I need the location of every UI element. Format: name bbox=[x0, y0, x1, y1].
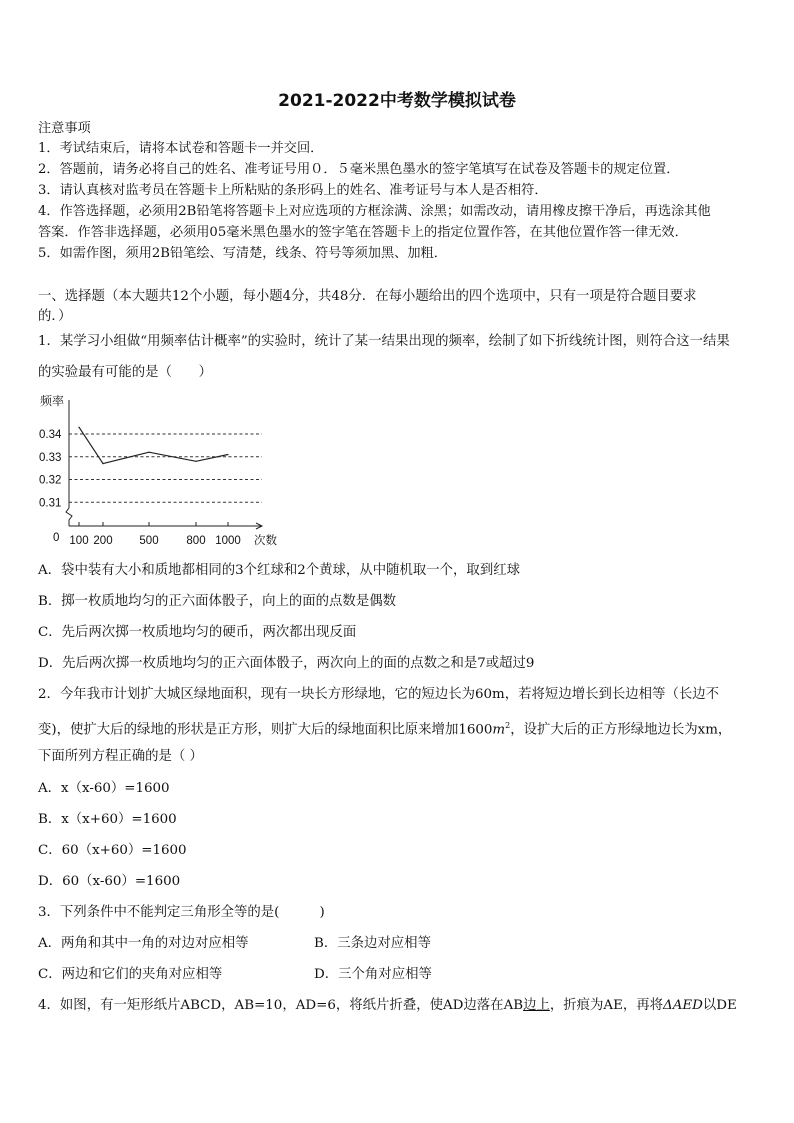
question-1-stem-cont: 的实验最有可能的是（ ） bbox=[38, 365, 213, 380]
notice-item: 4．作答选择题，必须用2B铅笔将答题卡上对应选项的方框涂满、涂黑；如需改动，请用橡皮擦干净后，再选涂其他 bbox=[38, 204, 711, 219]
dashed-reference-lines bbox=[69, 434, 262, 502]
question-2-stem-cont bbox=[38, 717, 731, 739]
area-unit-exponent: 2 bbox=[505, 721, 511, 730]
chart-series bbox=[78, 427, 228, 465]
data-point bbox=[195, 461, 196, 462]
y-tick-label: 0.31 bbox=[39, 497, 62, 510]
question-1-option-a: A．袋中装有大小和质地都相同的3个红球和2个黄球，从中随机取一个，取到红球 bbox=[38, 563, 520, 578]
section-heading: 一、选择题（本大题共12个小题，每小题4分，共48分．在每小题给出的四个选项中，只有一项是符合题目要求 bbox=[38, 289, 697, 304]
page-title: 2021-2022中考数学模拟试卷 bbox=[278, 91, 516, 111]
question-3-option-b: B．三条边对应相等 bbox=[314, 936, 431, 951]
question-4-text: 以DE bbox=[702, 998, 737, 1013]
y-tick-label: 0.32 bbox=[39, 474, 62, 487]
question-1-option-b: B．掷一枚质地均匀的正六面体骰子，向上的面的点数是偶数 bbox=[38, 594, 396, 609]
series-line bbox=[79, 427, 228, 463]
triangle-symbol: ΔAED bbox=[663, 998, 703, 1013]
x-tick-label: 800 bbox=[186, 535, 206, 547]
data-point bbox=[78, 427, 79, 428]
y-axis-label: 频率 bbox=[40, 394, 65, 408]
question-2-text: 变)，使扩大后的绿地的形状是正方形，则扩大后的绿地面积比原来增加1600 bbox=[38, 722, 493, 738]
x-tick-label: 200 bbox=[93, 535, 113, 547]
notice-item: 1．考试结束后，请将本试卷和答题卡一并交回． bbox=[38, 141, 324, 156]
y-tick-labels bbox=[39, 429, 62, 509]
notice-item: 3．请认真核对监考员在答题卡上所粘贴的条形码上的姓名、准考证号与本人是否相符． bbox=[38, 183, 548, 198]
y-tick-label: 0.34 bbox=[39, 429, 62, 441]
question-2-stem: 2．今年我市计划扩大城区绿地面积，现有一块长方形绿地，它的短边长为60m，若将短边增长到长边相等（长边不 bbox=[38, 687, 720, 702]
data-point bbox=[227, 454, 228, 455]
question-2-option-c: C．60（x+60）=1600 bbox=[38, 843, 187, 858]
notice-item: 2．答题前，请务必将自己的姓名、准考证号用０．５毫米黑色墨水的签字笔填写在试卷及答题卡的规定位置． bbox=[38, 162, 680, 177]
notice-item: 答案．作答非选择题，必须用05毫米黑色墨水的签字笔在答题卡上的指定位置作答，在其他位置作答一律无效． bbox=[38, 225, 688, 240]
area-unit: m bbox=[492, 722, 506, 738]
x-tick-label: 500 bbox=[139, 535, 159, 547]
section-heading-cont: 的．） bbox=[38, 309, 72, 324]
y-tick-label: 0.33 bbox=[39, 451, 62, 464]
question-4-underlined: 边上 bbox=[523, 998, 550, 1013]
data-point bbox=[148, 452, 149, 453]
question-3-option-c: C．两边和它们的夹角对应相等 bbox=[38, 967, 223, 982]
axis-break-mark bbox=[66, 508, 72, 526]
question-4-text: 4．如图，有一矩形纸片ABCD，AB=10，AD=6，将纸片折叠，使AD边落在AB bbox=[38, 998, 524, 1013]
x-axis-label: 次数 bbox=[254, 535, 277, 547]
x-tick-label: 1000 bbox=[215, 535, 241, 547]
question-3-option-a: A．两角和其中一角的对边对应相等 bbox=[38, 936, 249, 951]
origin-label: 0 bbox=[53, 532, 60, 544]
question-4-text: ，折痕为AE，再将 bbox=[549, 998, 664, 1013]
data-point bbox=[102, 463, 103, 464]
question-1-stem: 1．某学习小组做“用频率估计概率”的实验时，统计了某一结果出现的频率，绘制了如下折线统计图，则符合这一结果 bbox=[38, 334, 730, 349]
question-2-option-a: A．x（x-60）=1600 bbox=[38, 781, 170, 796]
x-tick-label: 100 bbox=[69, 535, 89, 547]
question-2-option-b: B．x（x+60）=1600 bbox=[38, 812, 177, 827]
question-1-option-d: D．先后两次掷一枚质地均匀的正六面体骰子，两次向上的面的点数之和是7或超过9 bbox=[38, 656, 535, 671]
question-1-option-c: C．先后两次掷一枚质地均匀的硬币，两次都出现反面 bbox=[38, 625, 357, 640]
question-2-text: ，设扩大后的正方形绿地边长为xm， bbox=[510, 722, 732, 738]
chart-axes bbox=[66, 400, 262, 529]
question-2-stem-end: 下面所列方程正确的是（ ） bbox=[38, 749, 203, 764]
notice-heading: 注意事项 bbox=[38, 121, 91, 136]
question-3-option-d: D．三个角对应相等 bbox=[314, 967, 432, 982]
question-4-stem bbox=[38, 997, 737, 1015]
frequency-line-chart bbox=[36, 388, 298, 554]
notice-item: 5．如需作图，须用2B铅笔绘、写清楚，线条、符号等须加黑、加粗． bbox=[38, 246, 447, 261]
question-3-stem: 3．下列条件中不能判定三角形全等的是( ) bbox=[38, 905, 325, 920]
question-2-option-d: D．60（x-60）=1600 bbox=[38, 874, 181, 889]
